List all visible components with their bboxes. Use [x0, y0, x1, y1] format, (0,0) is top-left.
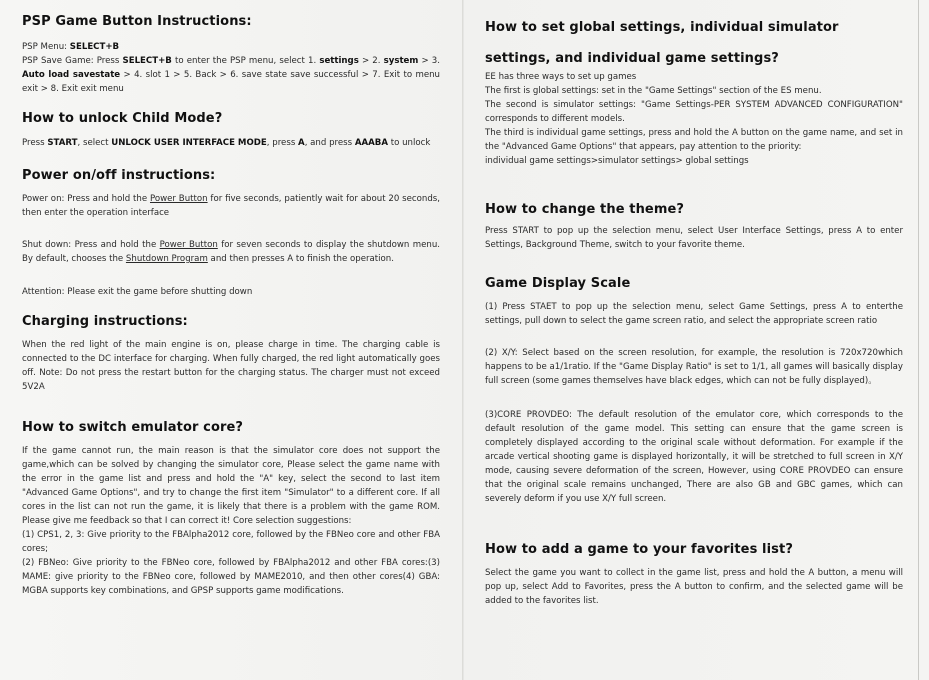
child-body	[22, 136, 440, 150]
child-text: Press START, select UNLOCK USER INTERFACE MODE, press A, and press AAABA to unlock	[22, 138, 431, 148]
section-core	[22, 420, 440, 435]
attention-text: Attention: Please exit the game before shutting down	[22, 287, 253, 297]
global-body	[485, 70, 903, 168]
core-body	[22, 444, 440, 598]
theme-text: Press START to pop up the selection menu, select User Interface Settings, press A to enter Settings, Background Theme, switch to your favorite theme.	[485, 226, 903, 250]
favorites-text: Select the game you want to collect in the game list, press and hold the A button, a menu will pop up, select Add to Favorites, press the A button to confirm, and the selected game will be added to the favorites list.	[485, 568, 903, 606]
section-theme	[485, 202, 903, 217]
section-psp	[22, 14, 440, 29]
scale-body-1	[485, 300, 903, 328]
child-heading: How to unlock Child Mode?	[22, 111, 223, 126]
power-on-text: Power on: Press and hold the Power Button for five seconds, patiently wait for about 20 seconds, then enter the operation interface	[22, 194, 441, 218]
scale-p2: (2) X/Y: Select based on the screen resolution, for example, the resolution is 720x720which happens to be a1/1ratio. If the "Game Display Ratio" is set to 1/1, all games will basically display full screen (some games themselves have black edges, which can not be fully displayed)。	[485, 348, 903, 386]
section-display-scale	[485, 276, 903, 291]
global-p5: individual game settings>simulator settings> global settings	[485, 156, 749, 166]
scale-p1: (1) Press STAET to pop up the selection menu, select Game Settings, press A to enterthe settings, pull down to select the game screen ratio, and select the appropriate screen ratio	[485, 302, 903, 326]
section-charging	[22, 314, 440, 329]
charging-text: When the red light of the main engine is on, please charge in time. The charging cable is connected to the DC interface for charging. When fully charged, the red light automatically goes off. Note: Do not press the restart button for the charging status. The charger must not exceed 5V2A	[22, 340, 440, 392]
scale-body-2	[485, 346, 903, 388]
psp-body	[22, 40, 440, 96]
global-p2: The first is global settings: set in the "Game Settings" section of the ES menu.	[485, 86, 822, 96]
page-edge	[918, 0, 919, 680]
theme-heading: How to change the theme?	[485, 202, 685, 217]
core-suggestion-1: (1) CPS1, 2, 3: Give priority to the FBAlpha2012 core, followed by the FBNeo core and other FBA cores;	[22, 530, 440, 554]
scale-p3: (3)CORE PROVDEO: The default resolution of the emulator core, which corresponds to the default resolution of the game model. This setting can ensure that the game screen is completely displayed according to the original scale without deformation. For example if the arcade vertical shooting game is displayed horizontally, it will be stretched to full screen in X/Y mode, causing severe deformation of the screen, However, using CORE PROVDEO can ensure that the original scale remains unchanged, There are also GB and GBC games, which can severely deform if you use X/Y full screen.	[485, 410, 903, 504]
section-child-mode	[22, 111, 440, 126]
section-power	[22, 168, 440, 183]
section-favorites	[485, 542, 903, 557]
global-p4: The third is individual game settings, press and hold the A button on the game name, and set in the "Advanced Game Options" that appears, pay attention to the priority:	[485, 128, 903, 152]
global-heading: How to set global settings, individual simulator settings, and individual game settings?	[485, 20, 839, 66]
power-heading: Power on/off instructions:	[22, 168, 216, 183]
scale-body-3	[485, 408, 903, 506]
power-on-body	[22, 192, 440, 220]
power-attention	[22, 285, 440, 299]
core-heading: How to switch emulator core?	[22, 420, 244, 435]
global-p1: EE has three ways to set up games	[485, 72, 637, 82]
psp-heading: PSP Game Button Instructions:	[22, 14, 252, 29]
scale-heading: Game Display Scale	[485, 276, 631, 291]
global-p3: The second is simulator settings: "Game Settings-PER SYSTEM ADVANCED CONFIGURATION" corresponds to different models.	[485, 100, 903, 124]
core-text: If the game cannot run, the main reason is that the simulator core does not support the game,which can be solved by changing the simulator core, Please select the game name with the error in the game list and press and hold the "A" key, select the second to last item "Advanced Game Options", and try to change the first item "Simulator" to a different core. If all cores in the list can not run the game, it is likely that there is a problem with the game ROM. Please give me feedback so that I can correct it! Core selection suggestions:	[22, 446, 440, 526]
charging-body	[22, 338, 440, 394]
theme-body	[485, 224, 903, 252]
core-suggestion-2: (2) FBNeo: Give priority to the FBNeo core, followed by FBAlpha2012 and other FBA cores:(3) MAME: give priority to the FBNeo core, followed by MAME2010, and then other cores(4) GBA: MGBA supports key combinations, and GPSP supports game modifications.	[22, 558, 440, 596]
favorites-body	[485, 566, 903, 608]
power-off-text: Shut down: Press and hold the Power Button for seven seconds to display the shutdown menu. By default, chooses the Shutdown Program and then presses A to finish the operation.	[22, 240, 440, 264]
charging-heading: Charging instructions:	[22, 314, 188, 329]
psp-save-line: PSP Save Game: Press SELECT+B to enter the PSP menu, select 1. settings > 2. system > 3. Auto load savestate > 4. slot 1 > 5. Back > 6. save state save successful > 7. Exit to menu exit > 8. Exit exit menu	[22, 56, 440, 94]
favorites-heading: How to add a game to your favorites list?	[485, 542, 793, 557]
psp-menu-line: PSP Menu: SELECT+B	[22, 42, 120, 52]
section-global-settings	[485, 12, 903, 74]
page-fold	[462, 0, 464, 680]
power-off-body	[22, 238, 440, 266]
